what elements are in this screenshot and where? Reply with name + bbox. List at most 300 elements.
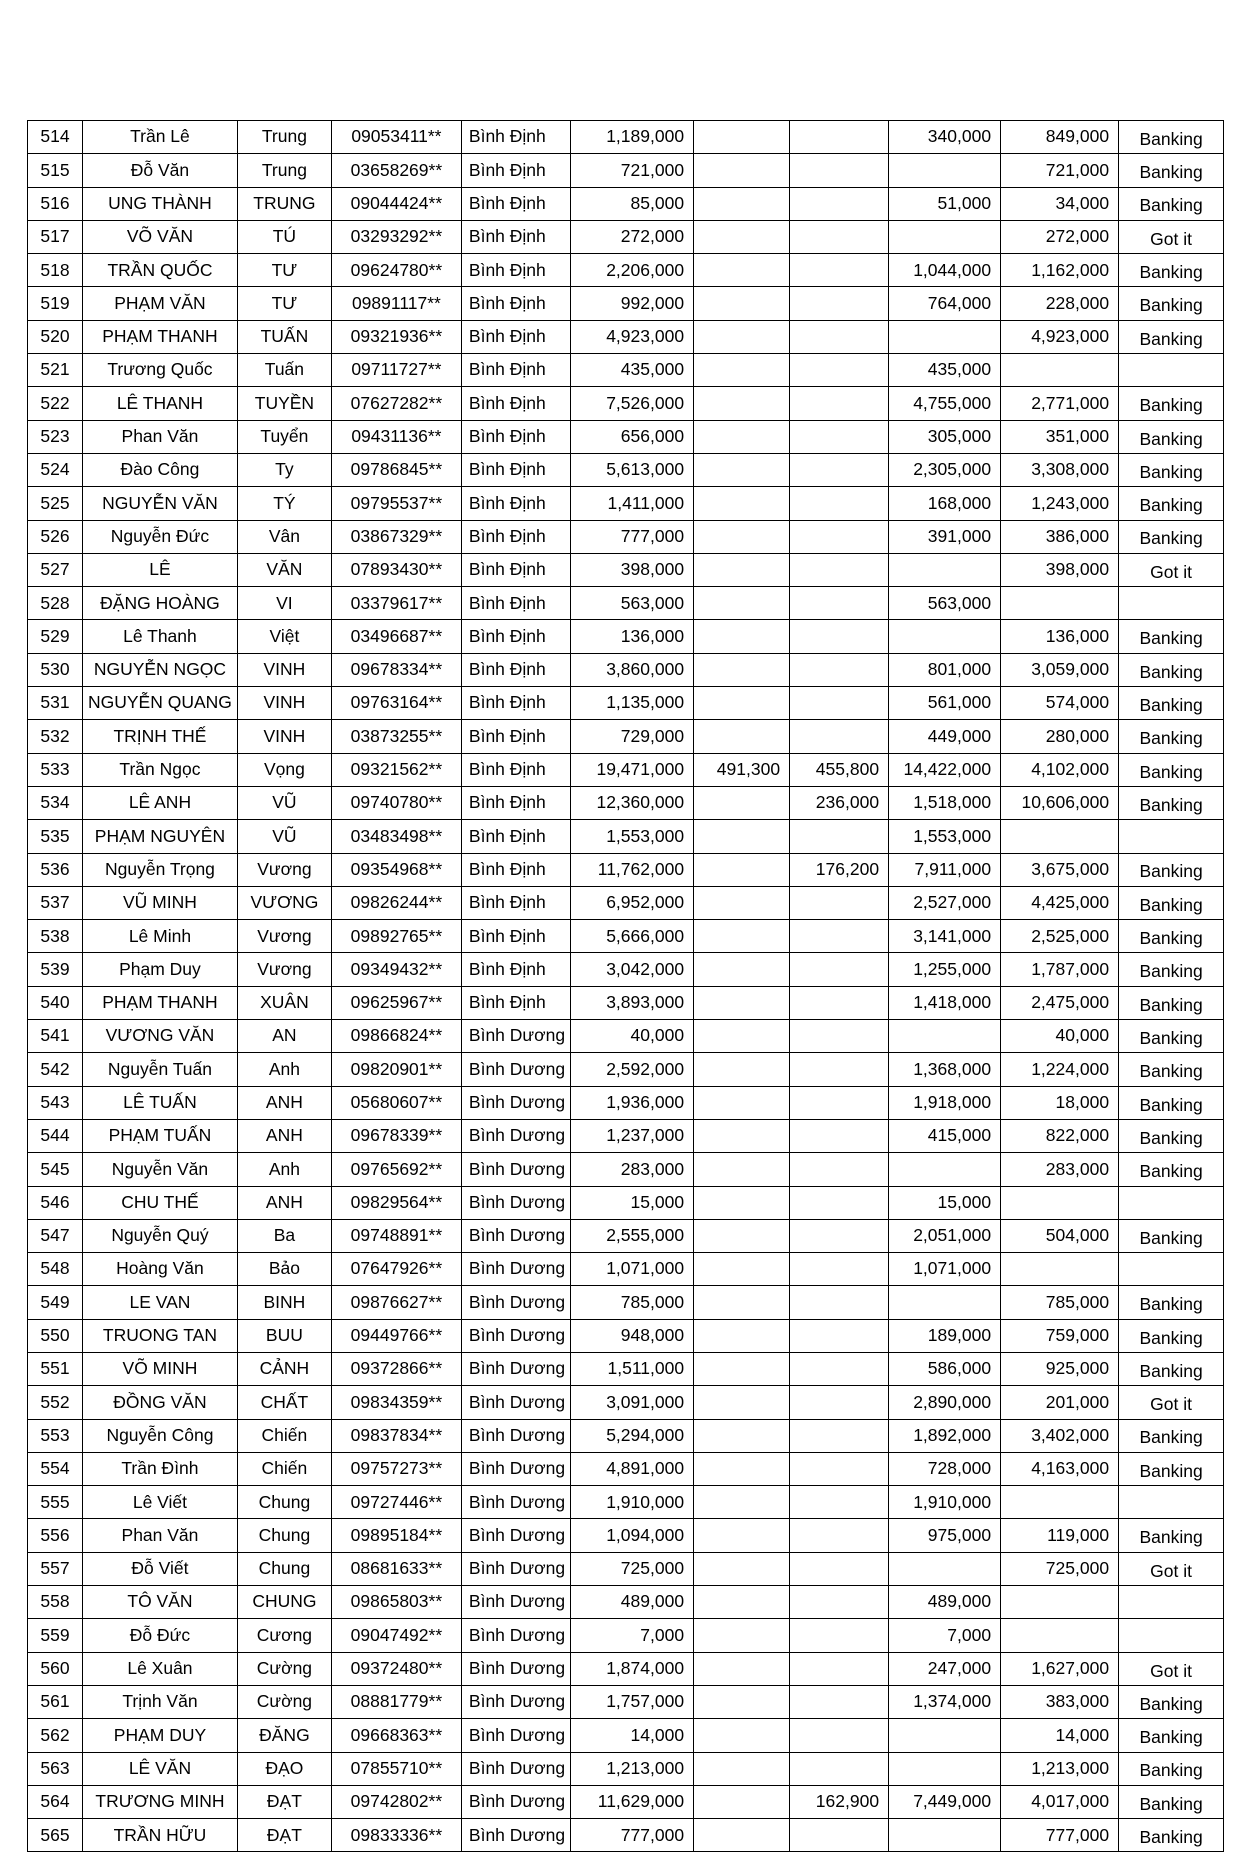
payment-method: Banking	[1119, 1219, 1224, 1252]
row-number: 553	[28, 1419, 83, 1452]
table-row	[28, 254, 1224, 287]
province: Bình Dương	[461, 1352, 570, 1385]
amount-col-d: 574,000	[1001, 687, 1119, 720]
amount-col-d: 849,000	[1001, 121, 1119, 154]
total-amount: 283,000	[571, 1153, 694, 1186]
payment-method: Banking	[1119, 620, 1224, 653]
row-number: 539	[28, 953, 83, 986]
province: Bình Định	[461, 220, 570, 253]
amount-col-b	[790, 1286, 889, 1319]
amount-col-c: 4,755,000	[889, 387, 1001, 420]
amount-col-c: 1,892,000	[889, 1419, 1001, 1452]
amount-col-b	[790, 254, 889, 287]
amount-col-a	[694, 1685, 790, 1718]
amount-col-a	[694, 986, 790, 1019]
table-row	[28, 1319, 1224, 1352]
amount-col-b	[790, 1752, 889, 1785]
last-middle-name: ĐẶNG HOÀNG	[83, 587, 238, 620]
phone-number: 03293292**	[331, 220, 461, 253]
payment-method: Banking	[1119, 1053, 1224, 1086]
province: Bình Định	[461, 121, 570, 154]
total-amount: 2,555,000	[571, 1219, 694, 1252]
total-amount: 1,213,000	[571, 1752, 694, 1785]
first-name: ANH	[237, 1186, 331, 1219]
total-amount: 1,411,000	[571, 487, 694, 520]
last-middle-name: Trịnh Văn	[83, 1685, 238, 1718]
phone-number: 09748891**	[331, 1219, 461, 1252]
row-number: 528	[28, 587, 83, 620]
province: Bình Dương	[461, 1319, 570, 1352]
table-row	[28, 220, 1224, 253]
amount-col-a	[694, 320, 790, 353]
phone-number: 09833336**	[331, 1819, 461, 1852]
total-amount: 948,000	[571, 1319, 694, 1352]
amount-col-d: 383,000	[1001, 1685, 1119, 1718]
phone-number: 09876627**	[331, 1286, 461, 1319]
total-amount: 398,000	[571, 553, 694, 586]
payment-method: Banking	[1119, 187, 1224, 220]
amount-col-d: 4,425,000	[1001, 886, 1119, 919]
province: Bình Dương	[461, 1086, 570, 1119]
amount-col-d: 136,000	[1001, 620, 1119, 653]
amount-col-c	[889, 1819, 1001, 1852]
amount-col-c: 1,910,000	[889, 1486, 1001, 1519]
payment-method: Banking	[1119, 1785, 1224, 1818]
last-middle-name: Nguyễn Trọng	[83, 853, 238, 886]
row-number: 530	[28, 653, 83, 686]
amount-col-b	[790, 587, 889, 620]
amount-col-c: 305,000	[889, 420, 1001, 453]
first-name: TUYỀN	[237, 387, 331, 420]
payout-table	[27, 120, 1224, 1852]
first-name: Tuấn	[237, 354, 331, 387]
amount-col-b	[790, 1452, 889, 1485]
total-amount: 272,000	[571, 220, 694, 253]
amount-col-c: 1,044,000	[889, 254, 1001, 287]
amount-col-a	[694, 1486, 790, 1519]
total-amount: 4,891,000	[571, 1452, 694, 1485]
amount-col-a	[694, 1219, 790, 1252]
amount-col-b	[790, 487, 889, 520]
amount-col-d: 119,000	[1001, 1519, 1119, 1552]
amount-col-d: 201,000	[1001, 1386, 1119, 1419]
amount-col-c: 1,255,000	[889, 953, 1001, 986]
amount-col-c	[889, 1020, 1001, 1053]
amount-col-d	[1001, 1486, 1119, 1519]
total-amount: 729,000	[571, 720, 694, 753]
row-number: 561	[28, 1685, 83, 1718]
row-number: 524	[28, 453, 83, 486]
amount-col-d	[1001, 354, 1119, 387]
phone-number: 09865803**	[331, 1586, 461, 1619]
payment-method: Banking	[1119, 1119, 1224, 1152]
table-row	[28, 1586, 1224, 1619]
amount-col-a	[694, 1086, 790, 1119]
total-amount: 2,592,000	[571, 1053, 694, 1086]
total-amount: 40,000	[571, 1020, 694, 1053]
first-name: Vương	[237, 953, 331, 986]
row-number: 541	[28, 1020, 83, 1053]
amount-col-d: 4,017,000	[1001, 1785, 1119, 1818]
table-row	[28, 1785, 1224, 1818]
province: Bình Dương	[461, 1552, 570, 1585]
phone-number: 03873255**	[331, 720, 461, 753]
amount-col-a: 491,300	[694, 753, 790, 786]
payment-method	[1119, 587, 1224, 620]
row-number: 525	[28, 487, 83, 520]
row-number: 544	[28, 1119, 83, 1152]
phone-number: 03867329**	[331, 520, 461, 553]
row-number: 543	[28, 1086, 83, 1119]
amount-col-b	[790, 1486, 889, 1519]
amount-col-c: 1,374,000	[889, 1685, 1001, 1718]
row-number: 526	[28, 520, 83, 553]
province: Bình Dương	[461, 1153, 570, 1186]
last-middle-name: PHẠM THANH	[83, 986, 238, 1019]
first-name: TUẤN	[237, 320, 331, 353]
row-number: 515	[28, 154, 83, 187]
table-row	[28, 687, 1224, 720]
amount-col-a	[694, 1352, 790, 1385]
amount-col-a	[694, 687, 790, 720]
province: Bình Định	[461, 687, 570, 720]
amount-col-c: 247,000	[889, 1652, 1001, 1685]
amount-col-d: 1,162,000	[1001, 254, 1119, 287]
province: Bình Dương	[461, 1619, 570, 1652]
last-middle-name: Nguyễn Quý	[83, 1219, 238, 1252]
payment-method: Banking	[1119, 1286, 1224, 1319]
table-row	[28, 886, 1224, 919]
first-name: Việt	[237, 620, 331, 653]
first-name: Cường	[237, 1652, 331, 1685]
row-number: 562	[28, 1719, 83, 1752]
table-row	[28, 1819, 1224, 1852]
amount-col-a	[694, 220, 790, 253]
total-amount: 1,936,000	[571, 1086, 694, 1119]
table-row	[28, 653, 1224, 686]
amount-col-a	[694, 154, 790, 187]
phone-number: 09711727**	[331, 354, 461, 387]
first-name: ĐẠT	[237, 1785, 331, 1818]
total-amount: 1,071,000	[571, 1253, 694, 1286]
total-amount: 1,910,000	[571, 1486, 694, 1519]
total-amount: 1,553,000	[571, 820, 694, 853]
amount-col-a	[694, 1452, 790, 1485]
amount-col-b	[790, 1819, 889, 1852]
row-number: 518	[28, 254, 83, 287]
amount-col-d: 2,771,000	[1001, 387, 1119, 420]
last-middle-name: TRƯƠNG MINH	[83, 1785, 238, 1818]
amount-col-d	[1001, 1253, 1119, 1286]
amount-col-c: 1,918,000	[889, 1086, 1001, 1119]
phone-number: 09349432**	[331, 953, 461, 986]
row-number: 529	[28, 620, 83, 653]
amount-col-b	[790, 953, 889, 986]
first-name: BUU	[237, 1319, 331, 1352]
total-amount: 1,189,000	[571, 121, 694, 154]
first-name: Chung	[237, 1486, 331, 1519]
payment-method: Banking	[1119, 1153, 1224, 1186]
first-name: ĐẠT	[237, 1819, 331, 1852]
first-name: VI	[237, 587, 331, 620]
phone-number: 08881779**	[331, 1685, 461, 1718]
amount-col-a	[694, 1752, 790, 1785]
phone-number: 07647926**	[331, 1253, 461, 1286]
first-name: VĂN	[237, 553, 331, 586]
payment-method: Banking	[1119, 1685, 1224, 1718]
first-name: ĐĂNG	[237, 1719, 331, 1752]
amount-col-b	[790, 287, 889, 320]
amount-col-b	[790, 920, 889, 953]
amount-col-d: 280,000	[1001, 720, 1119, 753]
last-middle-name: LÊ VĂN	[83, 1752, 238, 1785]
amount-col-d: 283,000	[1001, 1153, 1119, 1186]
row-number: 554	[28, 1452, 83, 1485]
table-row	[28, 287, 1224, 320]
payment-method: Banking	[1119, 387, 1224, 420]
phone-number: 09431136**	[331, 420, 461, 453]
table-row	[28, 1552, 1224, 1585]
amount-col-d: 398,000	[1001, 553, 1119, 586]
amount-col-c: 7,449,000	[889, 1785, 1001, 1818]
row-number: 517	[28, 220, 83, 253]
amount-col-d: 2,475,000	[1001, 986, 1119, 1019]
table-row	[28, 1153, 1224, 1186]
first-name: Bảo	[237, 1253, 331, 1286]
last-middle-name: Trần Lê	[83, 121, 238, 154]
amount-col-d: 777,000	[1001, 1819, 1119, 1852]
amount-col-b	[790, 354, 889, 387]
phone-number: 09834359**	[331, 1386, 461, 1419]
amount-col-a	[694, 886, 790, 919]
amount-col-b	[790, 1053, 889, 1086]
row-number: 550	[28, 1319, 83, 1352]
total-amount: 1,094,000	[571, 1519, 694, 1552]
table-row	[28, 753, 1224, 786]
table-row	[28, 1253, 1224, 1286]
phone-number: 09786845**	[331, 453, 461, 486]
payment-method: Banking	[1119, 1086, 1224, 1119]
phone-number: 08681633**	[331, 1552, 461, 1585]
table-row	[28, 820, 1224, 853]
total-amount: 7,526,000	[571, 387, 694, 420]
amount-col-b: 236,000	[790, 786, 889, 819]
amount-col-b	[790, 1319, 889, 1352]
amount-col-b: 455,800	[790, 753, 889, 786]
total-amount: 3,860,000	[571, 653, 694, 686]
payment-method	[1119, 820, 1224, 853]
amount-col-a	[694, 1619, 790, 1652]
amount-col-c: 449,000	[889, 720, 1001, 753]
table-row	[28, 1719, 1224, 1752]
last-middle-name: ĐỒNG VĂN	[83, 1386, 238, 1419]
amount-col-c	[889, 320, 1001, 353]
amount-col-a	[694, 287, 790, 320]
total-amount: 11,762,000	[571, 853, 694, 886]
first-name: ANH	[237, 1086, 331, 1119]
payment-method	[1119, 354, 1224, 387]
first-name: VŨ	[237, 820, 331, 853]
payment-method: Banking	[1119, 687, 1224, 720]
table-row	[28, 620, 1224, 653]
payment-method	[1119, 1253, 1224, 1286]
table-row	[28, 1652, 1224, 1685]
amount-col-d: 2,525,000	[1001, 920, 1119, 953]
amount-col-d: 3,402,000	[1001, 1419, 1119, 1452]
table-row	[28, 1119, 1224, 1152]
amount-col-b	[790, 1253, 889, 1286]
table-row	[28, 1486, 1224, 1519]
amount-col-c: 7,000	[889, 1619, 1001, 1652]
phone-number: 09763164**	[331, 687, 461, 720]
payment-method: Banking	[1119, 853, 1224, 886]
table-row	[28, 354, 1224, 387]
first-name: XUÂN	[237, 986, 331, 1019]
amount-col-b	[790, 553, 889, 586]
payment-method: Banking	[1119, 720, 1224, 753]
row-number: 557	[28, 1552, 83, 1585]
total-amount: 3,893,000	[571, 986, 694, 1019]
amount-col-b	[790, 1219, 889, 1252]
amount-col-b	[790, 1386, 889, 1419]
total-amount: 2,206,000	[571, 254, 694, 287]
amount-col-d: 1,224,000	[1001, 1053, 1119, 1086]
amount-col-a	[694, 620, 790, 653]
amount-col-d: 3,059,000	[1001, 653, 1119, 686]
phone-number: 09354968**	[331, 853, 461, 886]
table-row	[28, 1186, 1224, 1219]
last-middle-name: Phan Văn	[83, 420, 238, 453]
amount-col-d: 228,000	[1001, 287, 1119, 320]
table-row	[28, 387, 1224, 420]
amount-col-b	[790, 653, 889, 686]
total-amount: 435,000	[571, 354, 694, 387]
first-name: Chiến	[237, 1419, 331, 1452]
amount-col-d: 351,000	[1001, 420, 1119, 453]
amount-col-b	[790, 220, 889, 253]
province: Bình Định	[461, 920, 570, 953]
payment-method	[1119, 1619, 1224, 1652]
payment-method: Banking	[1119, 886, 1224, 919]
amount-col-c: 586,000	[889, 1352, 1001, 1385]
last-middle-name: Lê Thanh	[83, 620, 238, 653]
last-middle-name: TRẦN QUỐC	[83, 254, 238, 287]
amount-col-c: 168,000	[889, 487, 1001, 520]
total-amount: 11,629,000	[571, 1785, 694, 1818]
amount-col-a	[694, 254, 790, 287]
province: Bình Định	[461, 986, 570, 1019]
first-name: Trung	[237, 121, 331, 154]
payment-method: Banking	[1119, 154, 1224, 187]
payment-method	[1119, 1186, 1224, 1219]
row-number: 559	[28, 1619, 83, 1652]
row-number: 542	[28, 1053, 83, 1086]
amount-col-a	[694, 487, 790, 520]
amount-col-c: 1,518,000	[889, 786, 1001, 819]
table-row	[28, 1419, 1224, 1452]
table-row	[28, 1352, 1224, 1385]
phone-number: 09624780**	[331, 254, 461, 287]
province: Bình Dương	[461, 1486, 570, 1519]
amount-col-a	[694, 1186, 790, 1219]
last-middle-name: Đỗ Viết	[83, 1552, 238, 1585]
amount-col-c	[889, 154, 1001, 187]
payment-method: Banking	[1119, 320, 1224, 353]
phone-number: 09891117**	[331, 287, 461, 320]
amount-col-a	[694, 720, 790, 753]
total-amount: 3,091,000	[571, 1386, 694, 1419]
table-row	[28, 853, 1224, 886]
row-number: 536	[28, 853, 83, 886]
amount-col-d: 10,606,000	[1001, 786, 1119, 819]
amount-col-d: 34,000	[1001, 187, 1119, 220]
first-name: TƯ	[237, 287, 331, 320]
last-middle-name: TRỊNH THẾ	[83, 720, 238, 753]
payment-method: Banking	[1119, 786, 1224, 819]
amount-col-a	[694, 1785, 790, 1818]
province: Bình Định	[461, 620, 570, 653]
amount-col-a	[694, 953, 790, 986]
amount-col-c: 435,000	[889, 354, 1001, 387]
row-number: 522	[28, 387, 83, 420]
last-middle-name: NGUYỄN QUANG	[83, 687, 238, 720]
province: Bình Định	[461, 420, 570, 453]
amount-col-a	[694, 553, 790, 586]
amount-col-d	[1001, 1619, 1119, 1652]
amount-col-b	[790, 1685, 889, 1718]
amount-col-c	[889, 1552, 1001, 1585]
amount-col-d: 721,000	[1001, 154, 1119, 187]
amount-col-c: 561,000	[889, 687, 1001, 720]
amount-col-d: 504,000	[1001, 1219, 1119, 1252]
province: Bình Định	[461, 287, 570, 320]
payment-method: Banking	[1119, 487, 1224, 520]
province: Bình Định	[461, 820, 570, 853]
phone-number: 09892765**	[331, 920, 461, 953]
last-middle-name: NGUYỄN VĂN	[83, 487, 238, 520]
amount-col-c	[889, 1752, 1001, 1785]
row-number: 563	[28, 1752, 83, 1785]
row-number: 545	[28, 1153, 83, 1186]
payment-method: Banking	[1119, 1319, 1224, 1352]
phone-number: 09321936**	[331, 320, 461, 353]
row-number: 538	[28, 920, 83, 953]
last-middle-name: NGUYỄN NGỌC	[83, 653, 238, 686]
last-middle-name: PHẠM VĂN	[83, 287, 238, 320]
total-amount: 656,000	[571, 420, 694, 453]
province: Bình Dương	[461, 1253, 570, 1286]
total-amount: 1,511,000	[571, 1352, 694, 1385]
amount-col-d: 1,627,000	[1001, 1652, 1119, 1685]
province: Bình Định	[461, 853, 570, 886]
total-amount: 1,237,000	[571, 1119, 694, 1152]
amount-col-d	[1001, 820, 1119, 853]
amount-col-a	[694, 420, 790, 453]
total-amount: 1,757,000	[571, 1685, 694, 1718]
total-amount: 5,666,000	[571, 920, 694, 953]
last-middle-name: VÕ MINH	[83, 1352, 238, 1385]
amount-col-c	[889, 220, 1001, 253]
payment-method: Banking	[1119, 986, 1224, 1019]
payment-method: Banking	[1119, 420, 1224, 453]
first-name: Trung	[237, 154, 331, 187]
row-number: 531	[28, 687, 83, 720]
amount-col-d: 785,000	[1001, 1286, 1119, 1319]
province: Bình Dương	[461, 1752, 570, 1785]
amount-col-c	[889, 1153, 1001, 1186]
province: Bình Định	[461, 886, 570, 919]
last-middle-name: PHẠM DUY	[83, 1719, 238, 1752]
